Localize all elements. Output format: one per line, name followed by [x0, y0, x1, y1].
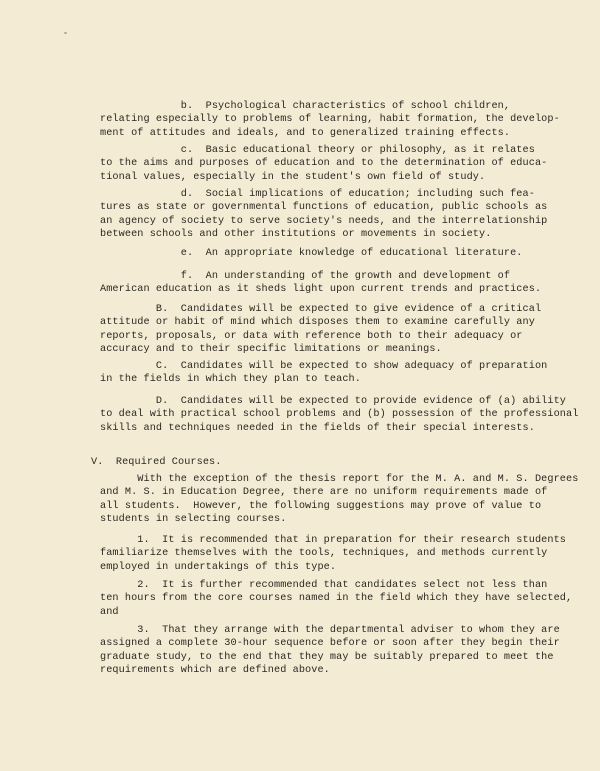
text-line: assigned a complete 30-hour sequence before or soon after they begin their — [100, 638, 560, 650]
text-line: to deal with practical school problems and (b) possession of the professional — [100, 409, 579, 421]
text-line: 1. It is recommended that in preparation for their research students — [100, 535, 567, 546]
text-line: f. An understanding of the growth and development of — [100, 271, 511, 282]
paragraph-item-1 — [100, 534, 567, 574]
text-line: tional values, especially in the student's own field of study. — [100, 171, 486, 183]
section-heading: V. Required Courses. — [91, 457, 222, 468]
text-line: American education as it sheds light upon current trends and practices. — [100, 284, 542, 296]
text-line: C. Candidates will be expected to show adequacy of preparation — [100, 361, 548, 372]
text-line: relating especially to problems of learning, habit formation, the develop- — [100, 114, 560, 126]
text-line: requirements which are defined above. — [100, 665, 330, 677]
paragraph-item-b — [100, 100, 560, 140]
paragraph-item-C — [100, 360, 548, 387]
text-line: 2. It is further recommended that candidates select not less than — [100, 580, 548, 591]
text-line: to the aims and purposes of education and to the determination of educa- — [100, 158, 548, 170]
text-line: attitude or habit of mind which disposes them to examine carefully any — [100, 317, 535, 329]
text-line: skills and techniques needed in the fields of their special interests. — [100, 422, 535, 434]
text-line: and — [100, 606, 119, 618]
paragraph-item-f — [100, 270, 540, 297]
text-line: ment of attitudes and ideals, and to generalized training effects. — [100, 127, 511, 139]
text-line: B. Candidates will be expected to give evidence of a critical — [100, 304, 542, 315]
text-line: With the exception of the thesis report for the M. A. and M. S. Degrees — [100, 474, 579, 485]
text-line: accuracy and to their specific limitations or meanings. — [100, 344, 442, 356]
paragraph-item-d — [100, 188, 548, 242]
text-line: c. Basic educational theory or philosophy, as it relates — [100, 145, 535, 156]
text-line: an agency of society to serve society's needs, and the interrelationship — [100, 215, 548, 227]
paragraph-section-v-intro — [100, 473, 579, 527]
text-line: familiarize themselves with the tools, techniques, and methods currently — [100, 548, 548, 560]
text-line: students in selecting courses. — [100, 514, 287, 526]
paragraph-item-c — [100, 144, 548, 184]
paragraph-item-D — [100, 395, 579, 435]
paragraph-item-B — [100, 303, 540, 357]
text-line: e. An appropriate knowledge of educational literature. — [100, 248, 523, 259]
text-line: between schools and other institutions or movements in society. — [100, 229, 492, 241]
text-line: b. Psychological characteristics of school children, — [100, 101, 511, 112]
text-line: D. Candidates will be expected to provide evidence of (a) ability — [100, 396, 567, 407]
paragraph-item-e — [100, 247, 540, 260]
text-line: d. Social implications of education; including such fea- — [100, 189, 535, 200]
text-line: ten hours from the core courses named in the field which they have selected, — [100, 593, 573, 605]
paragraph-item-3 — [100, 624, 560, 678]
text-line: 3. That they arrange with the departmental adviser to whom they are — [100, 625, 560, 636]
text-line: and M. S. in Education Degree, there are no uniform requirements made of — [100, 487, 548, 499]
text-line: in the fields in which they plan to teach. — [100, 374, 361, 386]
text-line: graduate study, to the end that they may be suitably prepared to meet the — [100, 651, 554, 663]
text-line: tures as state or governmental functions of education, public schools as — [100, 202, 548, 214]
text-line: all students. However, the following suggestions may prove of value to — [100, 500, 542, 512]
text-line: employed in undertakings of this type. — [100, 561, 337, 573]
paragraph-item-2 — [100, 579, 573, 619]
text-line: reports, proposals, or data with reference both to their adequacy or — [100, 330, 523, 342]
